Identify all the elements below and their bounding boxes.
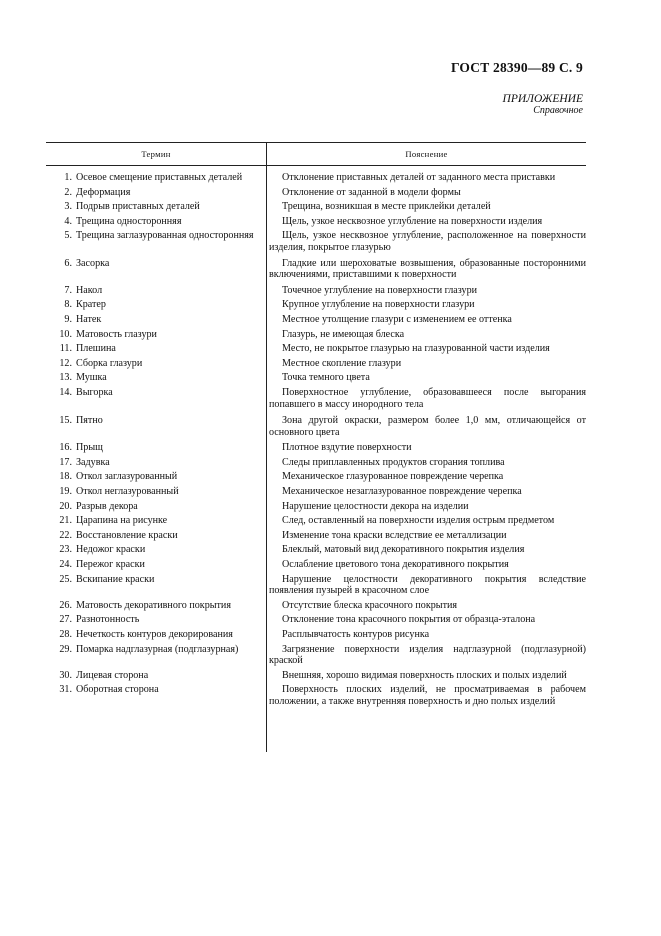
appendix-label-block bbox=[503, 93, 583, 117]
term-text: Вскипание краски bbox=[76, 573, 155, 585]
explanation-cell: Гладкие или шероховатые возвышения, образованные посторонними включениями, приставшими к поверхности bbox=[269, 257, 586, 281]
column-header-term: Термин bbox=[141, 149, 171, 159]
term-number: 17. bbox=[59, 456, 72, 468]
explanation-cell: Следы приплавленных продуктов сгорания топлива bbox=[282, 456, 505, 468]
explanation-cell: Отсутствие блеска красочного покрытия bbox=[282, 599, 458, 611]
term-text: Восстановление краски bbox=[76, 529, 178, 541]
table-row bbox=[46, 515, 586, 527]
term-text: Натек bbox=[76, 313, 102, 325]
table-row bbox=[46, 187, 586, 199]
table-row bbox=[46, 530, 586, 542]
term-cell bbox=[46, 230, 266, 253]
explanation-cell: Точка темного цвета bbox=[282, 372, 370, 384]
term-text: Помарка надглазурная (подглазурная) bbox=[76, 643, 239, 655]
term-cell bbox=[46, 684, 266, 707]
term-text: Мушка bbox=[76, 372, 107, 384]
term-number: 4. bbox=[64, 215, 72, 227]
term-number: 28. bbox=[59, 629, 72, 640]
term-cell bbox=[46, 614, 266, 626]
term-cell bbox=[46, 415, 266, 438]
term-cell bbox=[46, 559, 266, 571]
explanation-cell: Внешняя, хорошо видимая поверхность плоских и полых изделий bbox=[282, 669, 567, 681]
table-row bbox=[46, 442, 586, 454]
term-cell bbox=[46, 442, 266, 454]
term-number: 22. bbox=[59, 529, 72, 541]
term-text: Матовость декоративного покрытия bbox=[76, 599, 231, 611]
explanation-cell: Поверхностное углубление, образовавшееся после выгорания попавшего в массу инородного тела bbox=[269, 386, 586, 410]
term-cell bbox=[46, 574, 266, 597]
term-cell bbox=[46, 329, 266, 341]
term-cell bbox=[46, 471, 266, 483]
term-text: Выгорка bbox=[76, 386, 113, 398]
term-text: Кратер bbox=[76, 299, 106, 311]
term-text: Откол заглазурованный bbox=[76, 471, 178, 483]
table-row bbox=[46, 559, 586, 571]
term-text: Задувка bbox=[76, 456, 110, 468]
explanation-cell: Место, не покрытое глазурью на глазурованной части изделия bbox=[282, 343, 550, 355]
term-number: 5. bbox=[64, 230, 72, 242]
explanation-cell: Глазурь, не имеющая блеска bbox=[282, 328, 405, 340]
term-number: 16. bbox=[59, 442, 72, 454]
term-number: 20. bbox=[59, 500, 72, 512]
term-cell bbox=[46, 644, 266, 667]
explanation-cell: Ослабление цветового тона декоративного покрытия bbox=[282, 559, 509, 571]
explanation-cell: Плотное вздутие поверхности bbox=[282, 442, 412, 454]
table-row bbox=[46, 600, 586, 612]
explanation-cell: Крупное углубление на поверхности глазури bbox=[282, 299, 475, 311]
term-number: 3. bbox=[64, 201, 72, 213]
term-number: 11. bbox=[59, 343, 72, 355]
table-row bbox=[46, 201, 586, 213]
table-row bbox=[46, 172, 586, 184]
table-row bbox=[46, 358, 586, 370]
explanation-cell: Местное утолщение глазури с изменением ее оттенка bbox=[282, 313, 512, 325]
term-number: 1. bbox=[64, 172, 72, 183]
explanation-cell: Расплывчатость контуров рисунка bbox=[282, 629, 430, 640]
explanation-cell: Отклонение от заданной в модели формы bbox=[282, 186, 461, 198]
term-text: Накол bbox=[76, 284, 103, 296]
term-text: Нечеткость контуров декорирования bbox=[76, 629, 233, 640]
term-cell bbox=[46, 258, 266, 281]
explanation-cell: Загрязнение поверхности изделия надглазурной (подглазурной) краской bbox=[269, 643, 586, 667]
term-cell bbox=[46, 629, 266, 641]
column-divider bbox=[266, 166, 267, 752]
explanation-cell: Трещина, возникшая в месте приклейки деталей bbox=[282, 201, 491, 213]
explanation-cell: Местное скопление глазури bbox=[282, 357, 402, 369]
term-cell bbox=[46, 343, 266, 355]
explanation-cell: Отклонение тона красочного покрытия от образца-эталона bbox=[282, 614, 536, 626]
term-cell bbox=[46, 501, 266, 513]
term-text: Сборка глазури bbox=[76, 357, 143, 369]
term-text: Осевое смещение приставных деталей bbox=[76, 172, 243, 183]
term-number: 29. bbox=[59, 643, 72, 655]
term-number: 10. bbox=[59, 328, 72, 340]
table-row bbox=[46, 343, 586, 355]
term-text: Пережог краски bbox=[76, 559, 145, 571]
term-number: 2. bbox=[64, 186, 72, 198]
table-row bbox=[46, 372, 586, 384]
term-number: 24. bbox=[59, 559, 72, 571]
term-text: Оборотная сторона bbox=[76, 684, 159, 696]
explanation-cell: Щель, узкое несквозное углубление, расположенное на поверхности изделия, покрытое глазурью bbox=[269, 230, 586, 253]
term-number: 13. bbox=[59, 372, 72, 384]
explanation-cell: След, оставленный на поверхности изделия острым предметом bbox=[282, 515, 555, 527]
table-row bbox=[46, 230, 586, 253]
term-number: 23. bbox=[59, 544, 72, 556]
term-text: Недожог краски bbox=[76, 544, 146, 556]
table-row bbox=[46, 629, 586, 641]
explanation-cell: Поверхность плоских изделий, не просматриваемая в рабочем положении, а также внутренняя поверхность и дно полых изделий bbox=[269, 684, 586, 707]
table-row bbox=[46, 684, 586, 707]
term-cell bbox=[46, 285, 266, 297]
term-number: 26. bbox=[59, 599, 72, 611]
term-number: 9. bbox=[64, 313, 72, 325]
term-cell bbox=[46, 530, 266, 542]
table-row bbox=[46, 314, 586, 326]
term-number: 25. bbox=[59, 573, 72, 585]
table-row bbox=[46, 329, 586, 341]
term-cell bbox=[46, 201, 266, 213]
term-text: Откол неглазурованный bbox=[76, 486, 179, 498]
table-row bbox=[46, 258, 586, 281]
table-row bbox=[46, 614, 586, 626]
term-number: 30. bbox=[59, 669, 72, 681]
table-row bbox=[46, 501, 586, 513]
term-number: 7. bbox=[64, 284, 72, 296]
explanation-cell: Блеклый, матовый вид декоративного покрытия изделия bbox=[282, 544, 525, 556]
table-row bbox=[46, 486, 586, 498]
term-cell bbox=[46, 544, 266, 556]
term-number: 14. bbox=[59, 386, 72, 398]
term-text: Пятно bbox=[76, 415, 103, 427]
explanation-cell: Изменение тона краски вследствие ее металлизации bbox=[282, 529, 507, 541]
table-row bbox=[46, 299, 586, 311]
table-row bbox=[46, 216, 586, 228]
term-number: 21. bbox=[59, 515, 72, 527]
table-row bbox=[46, 387, 586, 410]
term-text: Подрыв приставных деталей bbox=[76, 201, 200, 213]
table-row bbox=[46, 670, 586, 682]
table-row bbox=[46, 574, 586, 597]
appendix-sublabel: Справочное bbox=[533, 105, 583, 116]
term-cell bbox=[46, 515, 266, 527]
term-text: Прыщ bbox=[76, 442, 103, 454]
term-cell bbox=[46, 387, 266, 410]
term-number: 27. bbox=[59, 614, 72, 626]
term-cell bbox=[46, 172, 266, 184]
table-row bbox=[46, 415, 586, 438]
term-cell bbox=[46, 600, 266, 612]
term-text: Разрыв декора bbox=[76, 500, 138, 512]
term-number: 31. bbox=[59, 684, 72, 696]
explanation-cell: Точечное углубление на поверхности глазури bbox=[282, 284, 478, 296]
term-cell bbox=[46, 358, 266, 370]
term-number: 6. bbox=[64, 257, 72, 269]
term-text: Царапина на рисунке bbox=[76, 515, 168, 527]
term-cell bbox=[46, 187, 266, 199]
term-text: Лицевая сторона bbox=[76, 669, 149, 681]
term-text: Плешина bbox=[76, 343, 116, 355]
term-cell bbox=[46, 670, 266, 682]
table-row bbox=[46, 457, 586, 469]
table-header bbox=[46, 142, 586, 166]
term-cell bbox=[46, 372, 266, 384]
term-text: Засорка bbox=[76, 257, 110, 269]
term-number: 18. bbox=[59, 471, 72, 483]
page-header: ГОСТ 28390—89 С. 9 bbox=[450, 60, 583, 75]
term-cell bbox=[46, 299, 266, 311]
term-text: Трещина односторонняя bbox=[76, 215, 182, 227]
term-cell bbox=[46, 216, 266, 228]
explanation-cell: Щель, узкое несквозное углубление на поверхности изделия bbox=[282, 215, 543, 227]
term-cell bbox=[46, 314, 266, 326]
explanation-cell: Нарушение целостности декора на изделии bbox=[282, 500, 469, 512]
explanation-cell: Механическое незаглазурованное повреждение черепка bbox=[282, 486, 522, 498]
term-cell bbox=[46, 486, 266, 498]
explanation-cell: Отклонение приставных деталей от заданного места приставки bbox=[282, 172, 556, 183]
table-row bbox=[46, 471, 586, 483]
term-text: Деформация bbox=[76, 186, 131, 198]
column-header-explanation: Пояснение bbox=[266, 143, 586, 165]
term-text: Матовость глазури bbox=[76, 328, 157, 340]
term-number: 8. bbox=[64, 299, 72, 311]
term-cell bbox=[46, 457, 266, 469]
explanation-cell: Нарушение целостности декоративного покрытия вследствие появления пузырей в красочном слое bbox=[269, 573, 586, 597]
term-number: 12. bbox=[59, 357, 72, 369]
terms-table bbox=[46, 142, 586, 708]
term-text: Разнотонность bbox=[76, 614, 140, 626]
term-number: 19. bbox=[59, 486, 72, 498]
term-text: Трещина заглазурованная односторонняя bbox=[76, 230, 254, 242]
appendix-label: ПРИЛОЖЕНИЕ bbox=[502, 93, 583, 105]
table-row bbox=[46, 285, 586, 297]
explanation-cell: Механическое глазурованное повреждение черепка bbox=[282, 471, 504, 483]
explanation-cell: Зона другой окраски, размером более 1,0 мм, отличающейся от основного цвета bbox=[269, 415, 586, 438]
term-number: 15. bbox=[59, 415, 72, 427]
table-body bbox=[46, 166, 586, 708]
table-row bbox=[46, 644, 586, 667]
table-row bbox=[46, 544, 586, 556]
